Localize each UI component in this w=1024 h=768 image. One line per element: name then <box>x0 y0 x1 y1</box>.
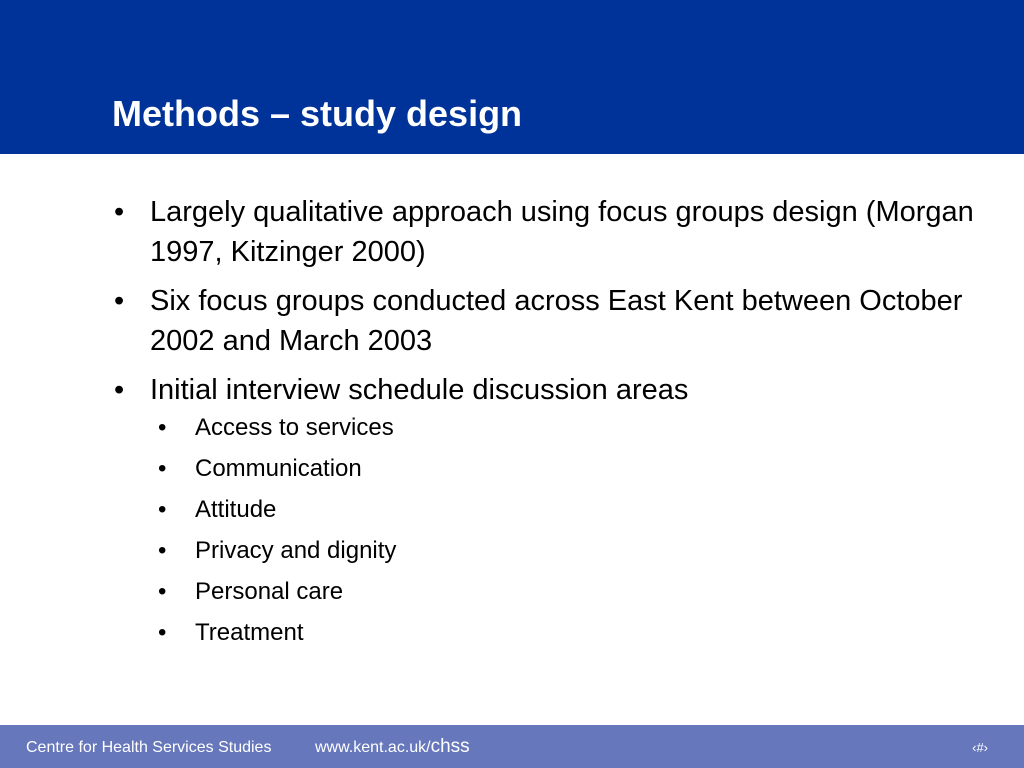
sub-bullet-marker: • <box>158 455 167 482</box>
sub-bullet-marker: • <box>158 619 167 646</box>
sub-bullet-text: Privacy and dignity <box>195 537 397 564</box>
sub-bullet-marker: • <box>158 537 167 564</box>
bullet-text: Six focus groups conducted across East Kent between October 2002 and March 2003 <box>150 285 963 357</box>
bullet-text: Initial interview schedule discussion areas <box>150 374 689 406</box>
sub-bullet-text: Attitude <box>195 496 277 523</box>
bullet-item <box>108 192 1008 272</box>
sub-bullet-text: Communication <box>195 455 362 482</box>
sub-bullet-item <box>150 535 1008 567</box>
sub-bullet-item <box>150 453 1008 485</box>
sub-bullet-marker: • <box>158 414 167 441</box>
sub-bullet-marker: • <box>158 496 167 523</box>
bullet-item <box>108 370 1008 649</box>
bullet-marker: • <box>114 196 125 228</box>
sub-bullet-list <box>150 412 1008 649</box>
bullet-text: Largely qualitative approach using focus groups design (Morgan 1997, Kitzinger 2000) <box>150 196 974 268</box>
bullet-list <box>108 192 1008 658</box>
sub-bullet-marker: • <box>158 578 167 605</box>
sub-bullet-item <box>150 617 1008 649</box>
sub-bullet-text: Personal care <box>195 578 344 605</box>
sub-bullet-item <box>150 412 1008 444</box>
sub-bullet-text: Treatment <box>195 619 304 646</box>
slide-title: Methods – study design <box>112 93 523 134</box>
footer-org-name: Centre for Health Services Studies <box>26 739 272 756</box>
bullet-marker: • <box>114 285 125 317</box>
sub-bullet-text: Access to services <box>195 414 394 441</box>
footer-url-prefix: www.kent.ac.uk/ <box>315 739 431 756</box>
header-banner <box>0 0 1024 154</box>
bullet-marker: • <box>114 374 125 406</box>
footer-bar <box>0 725 1024 768</box>
sub-bullet-item <box>150 494 1008 526</box>
bullet-item <box>108 281 1008 361</box>
footer-url <box>315 737 470 758</box>
footer-url-tail: chss <box>430 736 470 757</box>
page-number: ‹#› <box>972 740 988 755</box>
sub-bullet-item <box>150 576 1008 608</box>
